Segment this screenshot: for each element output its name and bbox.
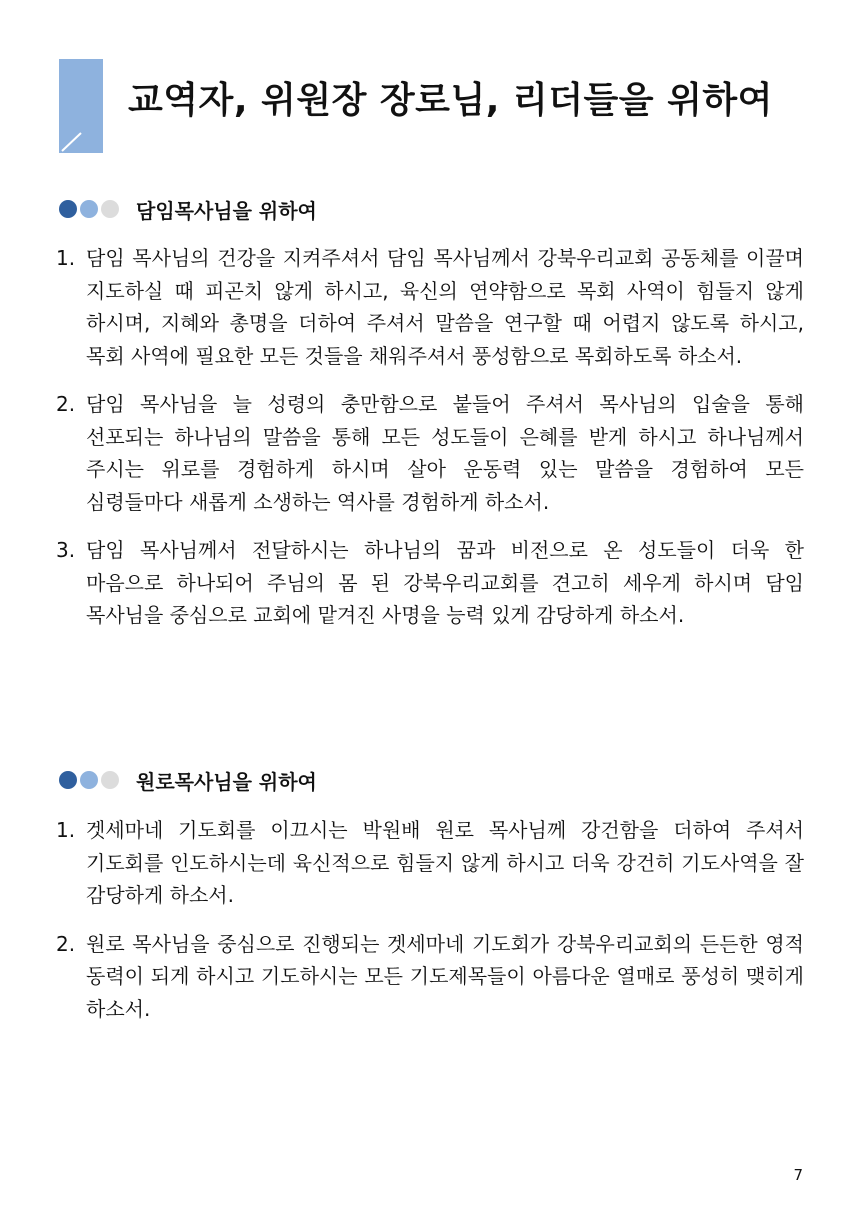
item-number: 1. <box>56 818 76 842</box>
title-accent-rect <box>59 59 103 153</box>
item-number: 2. <box>56 931 76 956</box>
prayer-item <box>56 814 804 912</box>
prayer-item <box>56 928 804 1026</box>
page-title: 교역자, 위원장 장로님, 리더들을 위하여 <box>128 80 773 121</box>
dot-dark-icon <box>59 771 77 789</box>
prayer-item <box>56 242 804 372</box>
item-text: 담임 목사님의 건강을 지켜주셔서 담임 목사님께서 강북우리교회 공동체를 이끌며 지도하실 때 피곤치 않게 하시고, 육신의 연약함으로 목회 사역이 힘들지 않게 하시며, 지혜와 총명을 더하여 주셔서 말씀을 연구할 때 어렵지 않도록 하시고, 목회 사역에 필요한 모든 것들을 채워주셔서 풍성함으로 목회하도록 하소서. <box>86 246 804 368</box>
section-heading-senior-pastor <box>59 194 317 224</box>
section-heading-emeritus-pastor <box>59 765 317 795</box>
section-title: 담임목사님을 위하여 <box>136 198 317 223</box>
dot-light-icon <box>101 200 119 218</box>
dot-mid-icon <box>80 771 98 789</box>
prayer-item <box>56 534 804 632</box>
title-accent-graphic <box>59 59 103 153</box>
prayer-list-senior-pastor <box>56 242 804 648</box>
item-text: 담임 목사님께서 전달하시는 하나님의 꿈과 비전으로 온 성도들이 더욱 한 마음으로 하나되어 주님의 몸 된 강북우리교회를 견고히 세우게 하시며 담임 목사님을 중심으로 교회에 맡겨진 사명을 능력 있게 감당하게 하소서. <box>86 538 804 627</box>
dot-mid-icon <box>80 200 98 218</box>
item-text: 겟세마네 기도회를 이끄시는 박원배 원로 목사님께 강건함을 더하여 주셔서 기도회를 인도하시는데 육신적으로 힘들지 않게 하시고 더욱 강건히 기도사역을 잘 감당하게 하소서. <box>86 818 804 907</box>
prayer-list-emeritus-pastor <box>56 814 804 1041</box>
item-number: 2. <box>56 392 76 416</box>
dot-dark-icon <box>59 200 77 218</box>
item-text: 담임 목사님을 늘 성령의 충만함으로 붙들어 주셔서 목사님의 입술을 통해 선포되는 하나님의 말씀을 통해 모든 성도들이 은혜를 받게 하시고 하나님께서 주시는 위로를 경험하게 하시며 살아 운동력 있는 말씀을 경험하여 모든 심령들마다 새롭게 소생하는 역사를 경험하게 하소서. <box>86 392 804 514</box>
item-number: 3. <box>56 538 76 562</box>
prayer-item <box>56 388 804 518</box>
section-title: 원로목사님을 위하여 <box>136 769 317 794</box>
section-bullet-dots <box>59 200 122 218</box>
section-bullet-dots <box>59 771 122 789</box>
page-number: 7 <box>793 1166 803 1184</box>
title-accent-block <box>59 59 103 153</box>
item-text: 원로 목사님을 중심으로 진행되는 겟세마네 기도회가 강북우리교회의 든든한 영적 동력이 되게 하시고 기도하시는 모든 기도제목들이 아름다운 열매로 풍성히 맺히게 하소서. <box>86 931 804 1021</box>
item-number: 1. <box>56 246 76 270</box>
dot-light-icon <box>101 771 119 789</box>
